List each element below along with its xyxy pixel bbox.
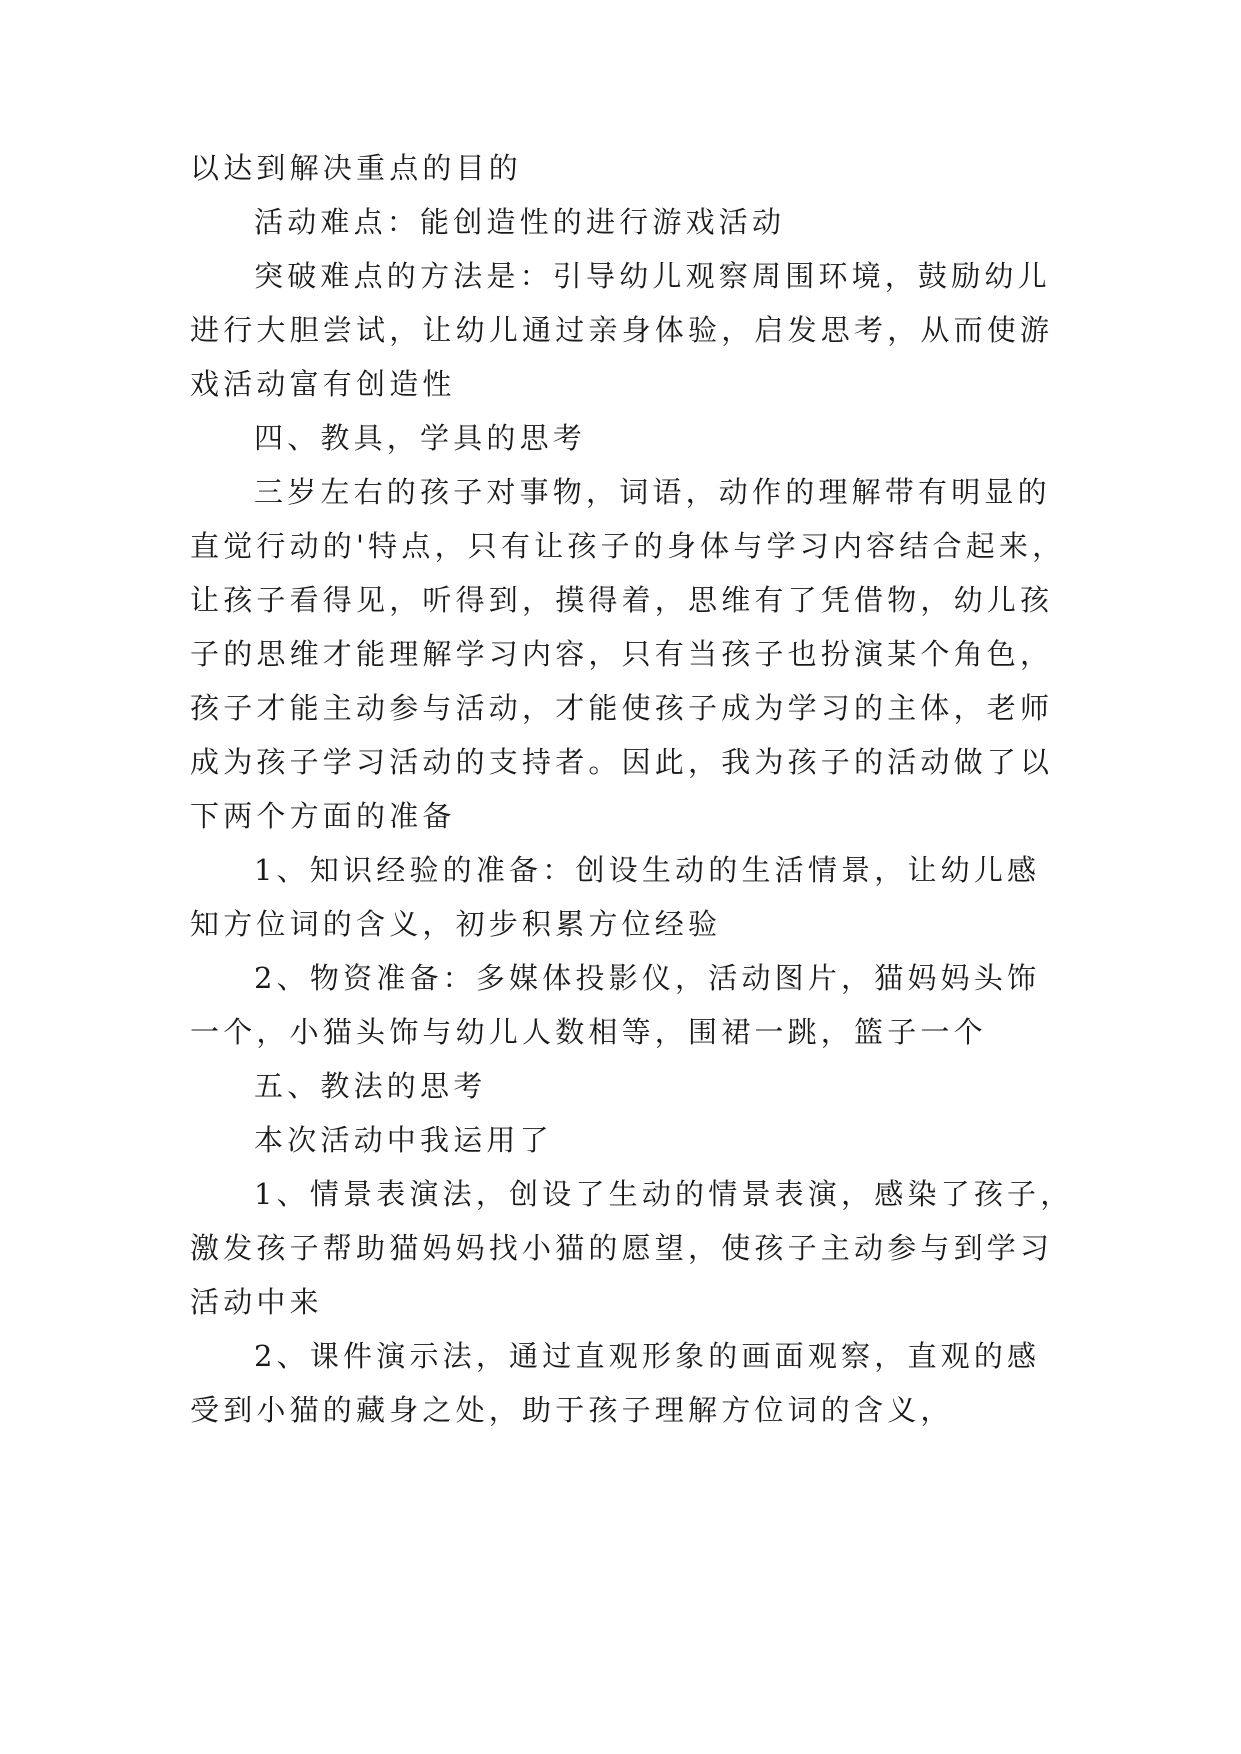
text-line: 下两个方面的准备	[190, 799, 456, 833]
text-line: 1、情景表演法，创设了生动的情景表演，感染了孩子，	[254, 1177, 1074, 1211]
text-line: 受到小猫的藏身之处，助于孩子理解方位词的含义，	[190, 1393, 954, 1427]
text-line: 成为孩子学习活动的支持者。因此，我为孩子的活动做了以	[190, 745, 1054, 779]
text-line: 让孩子看得见，听得到，摸得着，思维有了凭借物，幼儿孩	[190, 583, 1054, 617]
text-line: 突破难点的方法是：引导幼儿观察周围环境，鼓励幼儿	[254, 259, 1051, 293]
text-line: 2、物资准备：多媒体投影仪，活动图片，猫妈妈头饰	[254, 961, 1041, 995]
text-line: 三岁左右的孩子对事物，词语，动作的理解带有明显的	[254, 475, 1051, 509]
text-line: 知方位词的含义，初步积累方位经验	[190, 907, 722, 941]
text-line: 子的思维才能理解学习内容，只有当孩子也扮演某个角色，	[190, 637, 1054, 671]
text-line: 四、教具，学具的思考	[254, 421, 587, 455]
text-line: 活动难点：能创造性的进行游戏活动	[254, 205, 786, 239]
text-line: 激发孩子帮助猫妈妈找小猫的愿望，使孩子主动参与到学习	[190, 1231, 1054, 1265]
text-line: 孩子才能主动参与活动，才能使孩子成为学习的主体，老师	[190, 691, 1054, 725]
text-line: 五、教法的思考	[254, 1069, 487, 1103]
text-line: 一个，小猫头饰与幼儿人数相等，围裙一跳，篮子一个	[190, 1015, 987, 1049]
text-line: 2、课件演示法，通过直观形象的画面观察，直观的感	[254, 1339, 1041, 1373]
text-line: 以达到解决重点的目的	[190, 151, 523, 185]
text-line: 活动中来	[190, 1285, 323, 1319]
text-line: 本次活动中我运用了	[254, 1123, 553, 1157]
text-line: 戏活动富有创造性	[190, 367, 456, 401]
text-line: 1、知识经验的准备：创设生动的生活情景，让幼儿感	[254, 853, 1041, 887]
text-line: 直觉行动的'特点，只有让孩子的身体与学习内容结合起来，	[190, 529, 1066, 563]
text-line: 进行大胆尝试，让幼儿通过亲身体验，启发思考，从而使游	[190, 313, 1054, 347]
